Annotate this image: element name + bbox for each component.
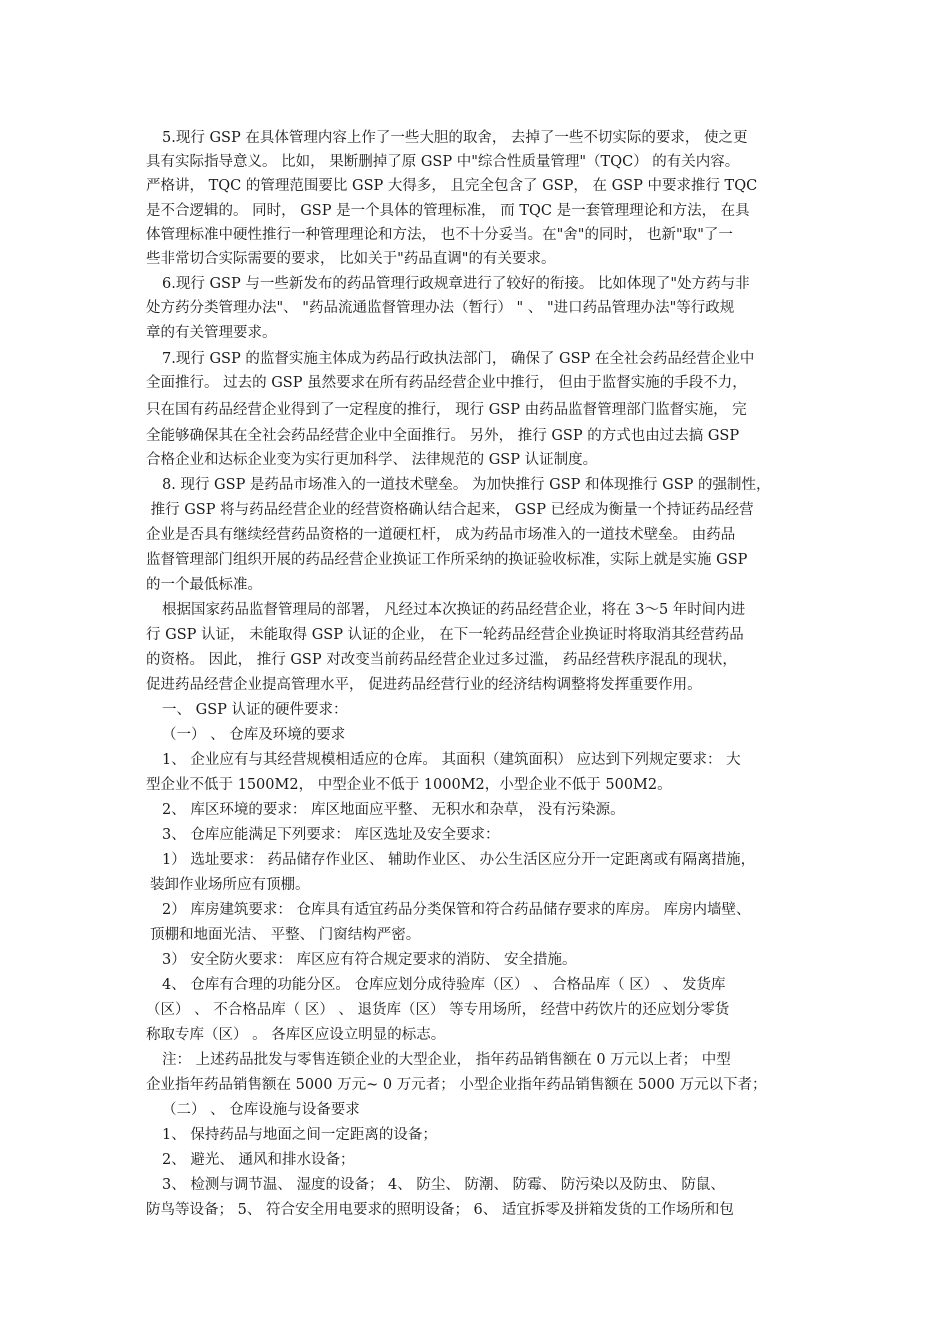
text-line: 合格企业和达标企业变为实行更加科学、 法律规范的 GSP 认证制度。: [146, 452, 598, 468]
text-line: 行 GSP 认证， 未能取得 GSP 认证的企业， 在下一轮药品经营企业换证时将取消其经营药品: [146, 627, 744, 643]
text-line: 全面推行。 过去的 GSP 虽然要求在所有药品经营企业中推行， 但由于监督实施的手段不力，: [146, 375, 747, 391]
text-line: 只在国有药品经营企业得到了一定程度的推行， 现行 GSP 由药品监督管理部门监督实施， 完: [146, 402, 747, 418]
text-line: 具有实际指导意义。 比如， 果断删掉了原 GSP 中"综合性质量管理"（TQC） 的有关内容。: [146, 154, 740, 170]
text-line: 7.现行 GSP 的监督实施主体成为药品行政执法部门， 确保了 GSP 在全社会药品经营企业中: [162, 351, 755, 367]
text-line: （区） 、 不合格品库（ 区） 、 退货库（区） 等专用场所， 经营中药饮片的还应划分零货: [146, 1002, 730, 1018]
text-line: 监督管理部门组织开展的药品经营企业换证工作所采纳的换证验收标准，实际上就是实施 GSP: [146, 552, 748, 568]
text-line: 企业是否具有继续经营药品资格的一道硬杠杆， 成为药品市场准入的一道技术壁垒。 由药品: [146, 527, 736, 543]
text-line: 6.现行 GSP 与一些新发布的药品管理行政规章进行了较好的衔接。 比如体现了"处方药与非: [162, 276, 750, 292]
text-line: 全能够确保其在全社会药品经营企业中全面推行。 另外， 推行 GSP 的方式也由过去搞 GSP: [146, 428, 740, 444]
text-line: 装卸作业场所应有顶棚。: [150, 877, 310, 893]
text-line: 严格讲， TQC 的管理范围要比 GSP 大得多， 且完全包含了 GSP， 在 GSP 中要求推行 TQC: [146, 178, 758, 194]
text-line: 5.现行 GSP 在具体管理内容上作了一些大胆的取舍， 去掉了一些不切实际的要求， 使之更: [162, 130, 748, 146]
subsection-heading: （二） 、 仓库设施与设备要求: [162, 1102, 360, 1118]
text-line: 的资格。 因此， 推行 GSP 对改变当前药品经营企业过多过滥， 药品经营秩序混乱的现状，: [146, 652, 737, 668]
text-line: 3） 安全防火要求： 库区应有符合规定要求的消防、 安全措施。: [162, 952, 577, 968]
text-line: 根据国家药品监督管理局的部署， 凡经过本次换证的药品经营企业，将在 3～5 年时间内进: [162, 602, 746, 618]
text-line: 是不合逻辑的。 同时， GSP 是一个具体的管理标准， 而 TQC 是一套管理理论和方法， 在具: [146, 203, 750, 219]
text-line: 2） 库房建筑要求： 仓库具有适宜药品分类保管和符合药品储存要求的库房。 库房内墙壁、: [162, 902, 751, 918]
text-line: 4、 仓库有合理的功能分区。 仓库应划分成待验库（区） 、 合格品库（ 区） 、 发货库: [162, 977, 726, 993]
text-line: 8. 现行 GSP 是药品市场准入的一道技术壁垒。 为加快推行 GSP 和体现推行 GSP 的强制性，: [162, 477, 771, 493]
text-line: 1、 企业应有与其经营规模相适应的仓库。 其面积（建筑面积） 应达到下列规定要求： 大: [162, 752, 741, 768]
text-line: 处方药分类管理办法"、 "药品流通监督管理办法（暂行） " 、 "进口药品管理办法"等行政规: [146, 300, 735, 316]
text-line: 企业指年药品销售额在 5000 万元~ 0 万元者； 小型企业指年药品销售额在 5000 万元以下者；: [146, 1077, 767, 1093]
text-line: 防鸟等设备； 5、 符合安全用电要求的照明设备； 6、 适宜拆零及拼箱发货的工作场所和包: [146, 1202, 734, 1218]
text-line: 些非常切合实际需要的要求， 比如关于"药品直调"的有关要求。: [146, 251, 556, 267]
text-line: 1、 保持药品与地面之间一定距离的设备；: [162, 1127, 437, 1143]
subsection-heading: （一） 、 仓库及环境的要求: [162, 727, 346, 743]
text-line: 促进药品经营企业提高管理水平， 促进药品经营行业的经济结构调整将发挥重要作用。: [146, 677, 702, 693]
text-line: 体管理标准中硬性推行一种管理理论和方法， 也不十分妥当。在"舍"的同时， 也新"取"了一: [146, 227, 733, 243]
text-line: 的一个最低标准。: [146, 577, 262, 593]
text-line: 1） 选址要求： 药品储存作业区、 辅助作业区、 办公生活区应分开一定距离或有隔离措施，: [162, 852, 756, 868]
text-line: 注： 上述药品批发与零售连锁企业的大型企业， 指年药品销售额在 0 万元以上者； 中型: [162, 1052, 731, 1068]
section-heading: 一、 GSP 认证的硬件要求：: [162, 702, 348, 718]
text-line: 3、 检测与调节温、 湿度的设备； 4、 防尘、 防潮、 防霉、 防污染以及防虫、 防鼠、: [162, 1177, 725, 1193]
text-line: 顶棚和地面光洁、 平整、 门窗结构严密。: [150, 927, 421, 943]
text-line: 章的有关管理要求。: [146, 325, 277, 341]
text-line: 3、 仓库应能满足下列要求： 库区选址及安全要求：: [162, 827, 500, 843]
text-line: 2、 库区环境的要求： 库区地面应平整、 无积水和杂草， 没有污染源。: [162, 802, 625, 818]
text-line: 推行 GSP 将与药品经营企业的经营资格确认结合起来， GSP 已经成为衡量一个持证药品经营: [146, 502, 754, 518]
text-line: 称取专库（区） 。 各库区应设立明显的标志。: [146, 1027, 446, 1043]
text-line: 2、 避光、 通风和排水设备；: [162, 1152, 355, 1168]
text-line: 型企业不低于 1500M2， 中型企业不低于 1000M2，小型企业不低于 500M2。: [146, 777, 672, 793]
